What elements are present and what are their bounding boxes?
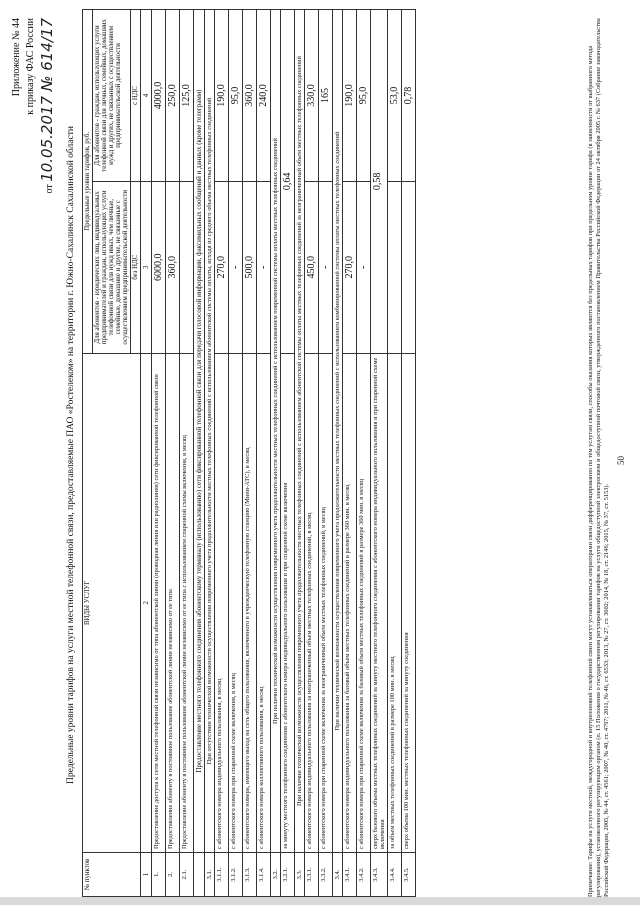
- row-number: 2.1.: [180, 853, 194, 897]
- row-number: 3.1.2.: [229, 853, 243, 897]
- header-col3: Для абонентов - юридических лиц, индивидуальных предпринимателей и граждан, использующих услуги телефонной связи для нужд иных, чем личные, семейные, домашние и другие, не связанные с осуществлением предпринимательской деятельности: [93, 181, 131, 353]
- row-value-col3: 500,0: [243, 181, 257, 353]
- row-value-col3: [388, 181, 402, 353]
- table-row: [271, 10, 281, 897]
- appendix-order: к приказу ФАС России: [24, 18, 36, 115]
- row-value-col4: 190,0: [215, 10, 229, 182]
- table-row: [180, 10, 194, 897]
- scan-edge-shading: [0, 897, 640, 905]
- row-number: 3.4.1.: [343, 853, 357, 897]
- row-service: с абонентского номера индивидуального пользования за базовый объем местных телефонных соединений в размере 360 мин. в месяц: [343, 353, 357, 852]
- table-row: [343, 10, 357, 897]
- row-number: 3.1.4.: [257, 853, 271, 897]
- row-value-col4: 190,0: [343, 10, 357, 182]
- row-number: 2.: [166, 853, 180, 897]
- row-number: 3.1.: [205, 853, 215, 897]
- row-number: 3.1.1.: [215, 853, 229, 897]
- page-title: Предельные уровни тарифов на услуги местной телефонной связи, предоставляемые ПАО «Ростелеком» на территории г. Южно-Сахалинск Сахалинской области: [66, 126, 76, 784]
- row-service: с абонентского номера, имеющего выход на сеть общего пользования, включенного в учрежденческую телефонную станцию (Мини-АТС), в месяц: [243, 353, 257, 852]
- row-value-col4: 53,0: [388, 10, 402, 182]
- row-number: 3.4.: [333, 853, 343, 897]
- row-value-merged: 0,58: [371, 10, 388, 354]
- row-number: 3.4.4.: [388, 853, 402, 897]
- header-with-vat: с НДС: [131, 10, 141, 182]
- row-number: 3.2.: [271, 853, 281, 897]
- table-row: [357, 10, 371, 897]
- note-text: Тарифы на услуги местной, междугородной и внутризоновой телефонной связи могут устанавливаться операторами связи дифференцированно по тем услугам связи, способы оказания которых являются без предельных тарифов при предельном уровне тарифа (в зависимости от выбранного метода регулирования), установленного регулирующим органом (п. 15 Положения о государственном регулировании тарифов на услуги общедоступной электросвязи и общедоступной почтовой связи, утвержденного постановлением Правительства Российской Федерации от 24 октября 2005 г. № 637 (Собрание законодательства Российской Федерации, 2005, № 44, ст. 4561; 2007, № 40, ст. 4797; 2011, № 46, ст. 6533; 2013, № 27, ст. 3602; 2014, № 18, ст. 2146; 2015, № 37, ст. 5153).: [587, 18, 610, 897]
- row-value-col4: 240,0: [257, 10, 271, 182]
- row-number: 3.3.2.: [319, 853, 333, 897]
- row-service: Предоставление абоненту в постоянное пользование абонентской линии независимо от ее типа с использованием спаренной схемы включения, в месяц: [180, 353, 194, 852]
- table-row: [205, 10, 215, 897]
- row-value-col4: 95,0: [357, 10, 371, 182]
- row-number: 1.: [152, 853, 166, 897]
- appendix-number: Приложение № 44: [11, 18, 22, 97]
- header-services: ВИДЫ УСЛУГ: [83, 353, 141, 852]
- header-without-vat: без НДС: [131, 181, 141, 353]
- row-value-col3: -: [319, 181, 333, 353]
- row-value-col4: 250,0: [166, 10, 180, 182]
- row-value-merged: 0,64: [281, 10, 295, 354]
- table-row: [371, 10, 388, 897]
- row-number: 3.4.3.: [371, 853, 388, 897]
- row-value-col4: 95,0: [229, 10, 243, 182]
- row-number: [194, 853, 205, 897]
- row-value-col3: 270,0: [343, 181, 357, 353]
- row-service: сверх объема 100 мин. местных телефонных соединений за минуту соединения: [402, 353, 416, 852]
- table-row: [215, 10, 229, 897]
- row-value-col3: -: [229, 181, 243, 353]
- row-value-col4: 360,0: [243, 10, 257, 182]
- row-number: 3.2.1.: [281, 853, 295, 897]
- row-service: за минуту местного телефонного соединения с абонентского номера индивидуального пользования и при спаренной схеме включения: [281, 353, 295, 852]
- section-heading: Предоставление местного телефонного соединения абонентскому терминалу (использованию) сети фиксированной телефонной связи для передачи голосовой информации, факсимильных сообщений и данных (кроме телеграмм): [194, 10, 205, 853]
- row-service: с абонентского номера индивидуального пользования за неограниченный объем местных телефонных соединений, в месяц: [305, 353, 319, 852]
- table-row: [333, 10, 343, 897]
- header-number: № пунктов: [83, 853, 141, 897]
- row-service: Предоставление доступа к сети местной телефонной связи независимо от типа абонентской линии (проводная линия или радиолиния) сети фиксированной телефонной связи: [152, 353, 166, 852]
- row-number: 3.3.: [295, 853, 305, 897]
- column-number: 1: [141, 853, 152, 897]
- table-row: [166, 10, 180, 897]
- table-row: [243, 10, 257, 897]
- row-number: 3.4.5.: [402, 853, 416, 897]
- column-number: 2: [141, 353, 152, 852]
- row-value-col3: 450,0: [305, 181, 319, 353]
- column-number: 3: [141, 181, 152, 353]
- row-value-col3: [180, 181, 194, 353]
- header-levels: Предельные уровни тарифов, руб.: [83, 10, 93, 354]
- row-service: за объем местных телефонных соединений в размере 100 мин. в месяц: [388, 353, 402, 852]
- table-row: [305, 10, 319, 897]
- table-row: [281, 10, 295, 897]
- row-value-col4: 0,78: [402, 10, 416, 182]
- table-row: [229, 10, 243, 897]
- row-value-col4: 165: [319, 10, 333, 182]
- column-number: 4: [141, 10, 152, 182]
- row-value-col3: [402, 181, 416, 353]
- table-row: [257, 10, 271, 897]
- row-number: 3.3.1.: [305, 853, 319, 897]
- row-service: Предоставление абоненту в постоянное пользование абонентской линии независимо от ее типа: [166, 353, 180, 852]
- table-row: [388, 10, 402, 897]
- subsection-heading: При наличии технической возможности осуществления повременного учета продолжительности местных телефонных соединений с использованием абонентской системы оплаты местных телефонных соединений за неограниченный объем местных телефонных соединений: [295, 10, 305, 853]
- page-number: 50: [616, 456, 626, 465]
- note-title: Примечание:: [587, 861, 594, 897]
- handwritten-date: 10.05.2017 № 614/17: [38, 18, 56, 182]
- subsection-heading: При наличии технической возможности осуществления повременного учета продолжительности местных телефонных соединений с использованием повременной системы оплаты местных телефонных соединений: [271, 10, 281, 853]
- section-row: [194, 10, 205, 897]
- appendix-block: [10, 18, 57, 198]
- tariff-table: [82, 9, 416, 897]
- row-value-col4: 4000,0: [152, 10, 166, 182]
- appendix-date: [37, 18, 57, 198]
- row-value-col3: -: [257, 181, 271, 353]
- table-row: [402, 10, 416, 897]
- row-service: с абонентского номера при спаренной схеме включения за неограниченный объем местных телефонных соединений, в месяц: [319, 353, 333, 852]
- appendix-date-prefix: от: [44, 184, 55, 194]
- subsection-heading: При наличии технической возможности осуществления повременного учета продолжительности местных телефонных соединений с использованием комбинированной системы оплаты местных телефонных соединений: [333, 10, 343, 853]
- row-number: 3.1.3.: [243, 853, 257, 897]
- row-service: с абонентского номера коллективного пользования, в месяц: [257, 353, 271, 852]
- row-value-col3: 270,0: [215, 181, 229, 353]
- subsection-heading: При отсутствии технической возможности осуществления повременного учета продолжительности местных телефонных соединений с использованием абонентской системы оплаты, исходя из среднего объема местных телефонных соединений: [205, 10, 215, 853]
- row-service: с абонентского номера при спаренной схеме включения, в месяц: [229, 353, 243, 852]
- table-row: [295, 10, 305, 897]
- row-service: с абонентского номера индивидуального пользования, в месяц: [215, 353, 229, 852]
- row-value-col3: -: [357, 181, 371, 353]
- row-service: сверх базового объема местных телефонных соединений за минуту местного телефонного соединения с абонентского номера индивидуального пользования и при спаренной схеме включения: [371, 353, 388, 852]
- row-number: 3.4.2.: [357, 853, 371, 897]
- row-value-col4: 125,0: [180, 10, 194, 182]
- row-value-col3: 6000,0: [152, 181, 166, 353]
- row-value-col4: 330,0: [305, 10, 319, 182]
- note-block: [587, 17, 611, 897]
- row-service: с абонентского номера при спаренной схеме включения за базовый объем местных телефонных соединений в размере 360 мин. в месяц: [357, 353, 371, 852]
- table-row: [152, 10, 166, 897]
- table-row: [319, 10, 333, 897]
- header-col4: Для абонентов - граждан, использующих услуги телефонной связи для личных, семейных, домашних нужд и других, не связанных с осуществлением предпринимательской деятельности: [93, 10, 131, 182]
- row-value-col3: 360,0: [166, 181, 180, 353]
